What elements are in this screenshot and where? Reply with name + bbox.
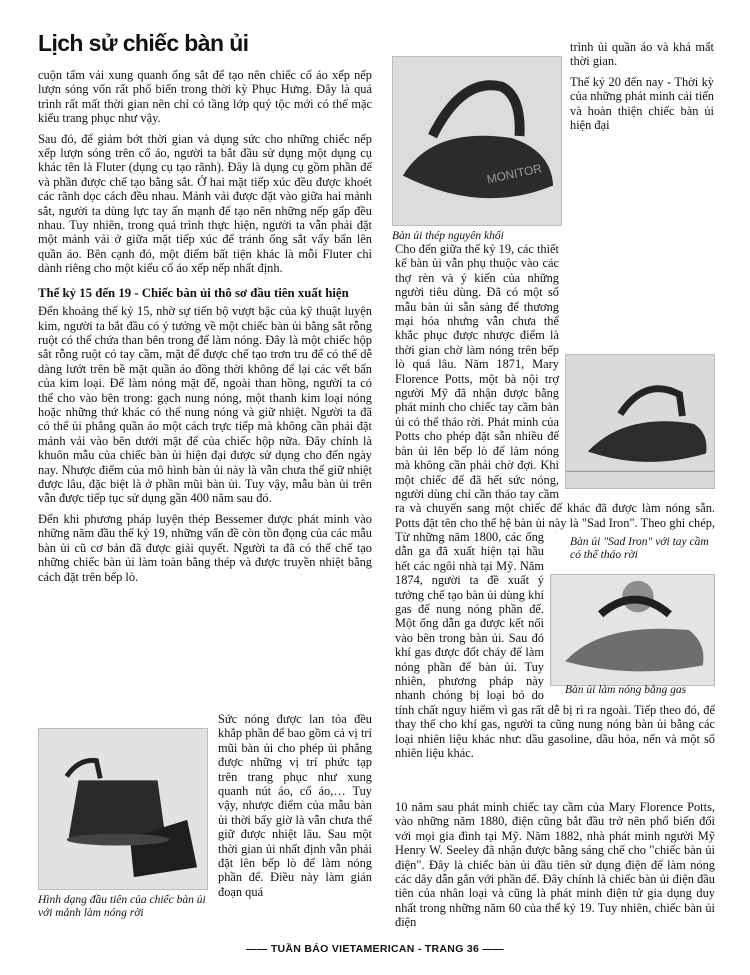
figure-monitor-iron — [392, 56, 562, 243]
paragraph: Từ những năm 1800, các ống dẫn ga đã xuất hiện tại hầu hết các ngôi nhà tại Mỹ. Năm 1874, người ta đề xuất ý tưởng chế tạo bàn ủi dùng khí gas để nung nóng phần đế. Một ống dẫn ga được kết nối vào bên trong bàn ủi. Sau đó khí gas được đốt cháy để làm nóng phần đế bàn ủi. Tuy nhiên, phương pháp này nhanh chóng bị loại bỏ do tính chất nguy hiểm vì gas rất dễ bị rì ra ngoài. Tiếp theo đó, để thay thế cho khí gas, người ta cũng nung nóng bàn ủi bằng các loại nhiên liệu khác như: dầu gasoline, dầu hỏa, nến và một số nhiên liệu khác. — [395, 530, 715, 761]
paragraph: Thế kỷ 20 đến nay - Thời kỳ của những phát minh cải tiến và hoàn thiện chiếc bàn ủi hiện đại — [570, 74, 715, 133]
right-column-bottom — [395, 800, 715, 936]
figure-charcoal-iron — [38, 728, 208, 919]
paragraph: 10 năm sau phát minh chiếc tay cầm của Mary Florence Potts, vào những năm 1880, điện cũng bắt đầu trở nên phổ biến đối với mọi gia đình tại Mỹ. Năm 1882, nhà phát minh người Mỹ Henry W. Seeley đã nhận được bằng sáng chế cho "chiếc bàn ủi điện". Đây là chiếc bàn ủi đầu tiên sử dụng điện để làm nóng các dây dẫn gắn với phần đế. Đây chính là chiếc bàn ủi điện đầu tiên của nhân loại và cũng là phát minh điện tử gia dụng duy nhất trong những năm 60 của thế kỷ 19. Tuy nhiên, chiếc bàn ủi điện — [395, 800, 715, 930]
page-footer: —— TUẦN BÁO VIETAMERICAN - TRANG 36 —— — [246, 943, 504, 955]
gas-iron-image — [550, 574, 715, 686]
left-column-top — [38, 68, 372, 590]
sad-iron-illustration — [566, 355, 714, 488]
section-heading: Thế kỷ 15 đến 19 - Chiếc bàn ủi thô sơ đầu tiên xuất hiện — [38, 285, 349, 300]
paragraph: Đến khi phương pháp luyện thép Bessemer được phát minh vào những năm đầu thế kỷ 19, những vấn đề còn tồn đọng của các mẫu bàn ủi cũ cơ bản đã được giải quyết. Người ta đã có thể chế tạo những chiếc bàn ủi làm toàn bằng thép và được truyền nhiệt bằng cách đặt trên bếp lò. — [38, 511, 372, 584]
paragraph: Sau đó, để giảm bớt thời gian và dụng sức cho những chiếc nếp xếp lượn sóng trên cổ áo, người ta bắt đầu sử dụng một dụng cụ khác tên là Fluter (dụng cụ tạo rãnh). Đây là dụng cụ gồm phần đế và phần được chế tạo bằng sắt. Ở hai mặt tiếp xúc đều được khoét các rãnh dọc cách đều nhau. Mảnh vải được đặt vào giữa hai mảnh sắt, người ta dùng lực tay ấn mạnh để tạo nên những nếp gấp đều nhau. Tuy nhiên, trong quá trình thực hiện, người ta vẫn phải đặt một mảnh vải ở giữa mặt tiếp xúc để tránh ống sắt vấy bẩn lên quần áo. Bên cạnh đó, một điểm bất tiện khác là mỗi Fluter chỉ dành riêng cho một kiểu cổ áo xếp nếp nhất định. — [38, 131, 372, 276]
right-column-top — [570, 40, 714, 138]
caption: Bàn ủi thép nguyên khối — [392, 230, 504, 242]
monitor-iron-illustration — [393, 57, 561, 225]
paragraph: Đến khoảng thế kỷ 15, nhờ sự tiến bộ vượt bậc của kỹ thuật luyện kim, người ta bắt đầu có ý tưởng về một chiếc bàn ủi bằng sắt rỗng ruột có thể chứa than bên trong để làm nóng. Đây là một chiếc hộp sắt rỗng ruột có tay cầm, mặt để được chế tạo trơn tru để có thể dễ dàng lướt trên bề mặt quần áo đồng thời không để lại các vết bẩn của kim loại. Để làm nóng mặt để, ngoài than hồng, người ta có thể cho vào bên trong: gạch nung nóng, một thanh kim loại nóng hoặc những thứ khác có thể nung nóng và giữ nhiệt. Người ta đã có thể ủi phẳng quần áo một cách trực tiếp mà không cần phải đặt mảnh vải vào bên dưới mặt để của chiếc hộp nữa. Đây chính là khuôn mẫu của chiếc bàn ủi hiện đại được sử dụng cho đến ngày nay. Nhược điểm của mô hình bàn ủi này là vẫn chưa thể giữ nhiệt được lâu, đặc biệt là ở phần mũi bàn ủi. Tuy vậy, mẫu bàn ủi trên vẫn được tiếp tục sử dụng gần 400 năm sau đó. — [38, 304, 372, 506]
caption: Hình dạng đầu tiên của chiếc bàn ủi với mảnh làm nóng rời — [38, 894, 206, 919]
gas-iron-illustration — [551, 575, 714, 685]
paragraph: trình ủi quần áo và khá mất thời gian. — [570, 40, 714, 69]
caption: Bàn ủi làm nóng bằng gas — [565, 684, 687, 696]
right-column-gas — [395, 530, 715, 780]
right-column-middle — [395, 242, 715, 532]
sad-iron-image — [565, 354, 715, 489]
left-column-wrap — [218, 712, 372, 905]
caption: Bàn ủi "Sad Iron" với tay cầm có thể tháo rời — [570, 536, 709, 561]
paragraph: cuộn tấm vải xung quanh ống sắt để tạo nên chiếc cổ áo xếp nếp lượn sóng vốn rất phổ biến trong thời kỳ Phục Hưng. Đây là quá trình rất mất thời gian nên chỉ có tầng lớp quý tộc mới có thể mặc kiểu trang phục như vậy. — [38, 68, 372, 126]
paragraph: Cho đến giữa thế kỷ 19, các thiết kế bàn ủi vẫn phụ thuộc vào các thợ rèn và ý kiến của những người tiêu dùng. Đã có một số mẫu bàn ủi sẵn sàng để thương mại hóa nhưng vẫn chưa thể khắc phục được nhược điểm là thời gian chờ làm nóng trên bếp lò quá lâu. Năm 1871, Mary Florence Potts, một bà nội trợ người Mỹ đã nhận được bằng phát minh cho chiếc tay cầm bàn ủi có thể tháo rời. Phát minh của Potts cho phép đặt sẵn nhiều đế bàn ủi lên bếp lò để làm nóng mà không cần phải chờ đợi. Khi một chiếc đế đã hết sức nóng, người dùng chỉ cần tháo tay cầm ra và chuyển sang một chiếc đế khác đã được làm nóng sẵn. Potts đặt tên cho thế hệ bàn ủi này là "Sad Iron". Theo ghi chép, — [395, 242, 715, 530]
monitor-label: MONITOR — [485, 161, 543, 187]
paragraph: Sức nóng được lan tỏa đều khắp phần để bao gồm cả vị trí mũi bàn ủi cho phép ủi phẳng được những vị trí phức tạp trên trang phục như xung quanh nút áo, cổ áo,… Tuy vậy, nhược điểm của mẫu bàn ủi thời bấy giờ là vẫn chưa thể giữ được nhiệt lâu. Sau một thời gian ủi nhất định vẫn phải đặt lên bếp lò để làm nóng phần để. Điều này làm gián đoạn quá — [218, 712, 372, 899]
charcoal-iron-image — [38, 728, 208, 890]
article-title: Lịch sử chiếc bàn ủi — [38, 30, 249, 56]
figure-gas-iron-caption — [565, 680, 730, 697]
monitor-iron-image — [392, 56, 562, 226]
charcoal-iron-illustration — [39, 729, 207, 889]
